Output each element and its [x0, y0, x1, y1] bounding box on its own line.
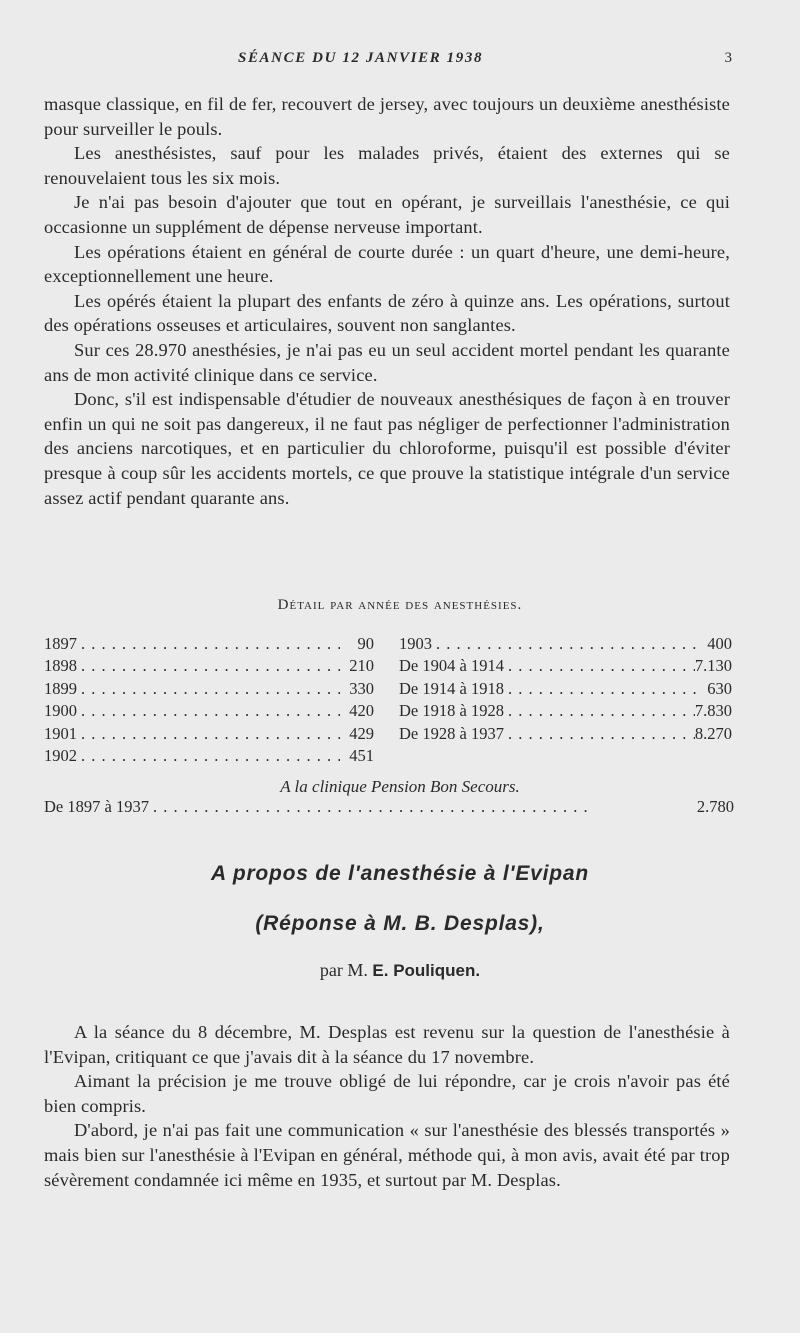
table-column-left [44, 633, 374, 767]
leader-dots [77, 723, 340, 745]
leader-dots [504, 723, 695, 745]
leader-dots [504, 678, 698, 700]
body-text [44, 92, 730, 510]
leader-dots [77, 633, 340, 655]
table-row [44, 700, 374, 722]
leader-dots [504, 700, 695, 722]
row-period: 1897 [44, 634, 77, 653]
leader-dots [77, 745, 340, 767]
clinic-period: De 1897 à 1937 [44, 797, 149, 816]
table-row [399, 700, 732, 722]
row-period: 1898 [44, 656, 77, 676]
row-period: 1903 [399, 634, 432, 653]
row-count: 90 [357, 634, 374, 653]
paragraph: masque classique, en fil de fer, recouvert de jersey, avec toujours un deuxième anesthésiste pour surveiller le pouls. [44, 94, 730, 139]
table-title: Détail par année des anesthésies. [277, 597, 523, 613]
clinic-count: 2.780 [696, 797, 734, 816]
row-period: 1899 [44, 678, 77, 698]
paragraph: D'abord, je n'ai pas fait une communication « sur l'anesthésie des blessés transportés » mais bien sur l'anesthésie à l'Evipan en général, méthode qui, à mon avis, avait été par trop sévèrement condamnée ici même en 1935, et surtout par M. Desplas. [44, 1120, 730, 1190]
page-number: 3 [724, 50, 732, 66]
article-title: A propos de l'anesthésie à l'Evipan [211, 862, 589, 885]
table-row [399, 723, 732, 745]
leader-dots [504, 655, 695, 677]
row-count: 330 [349, 678, 374, 698]
byline [0, 960, 800, 981]
table-column-right [399, 633, 732, 745]
row-period: De 1914 à 1918 [399, 678, 504, 698]
leader-dots [432, 633, 698, 655]
author-name: E. Pouliquen. [372, 961, 481, 980]
row-period: De 1928 à 1937 [399, 723, 504, 743]
leader-dots [77, 700, 340, 722]
paragraph: Donc, s'il est indispensable d'étudier de nouveaux anesthésiques de façon à en trouver enfin un qui ne soit pas dangereux, il ne faut pas négliger de perfectionner l'administration des anciens narcotiques, et en particulier du chloroforme, puisqu'il est possible d'éviter presque à coup sûr les accidents mortels, ce que prouve la statistique intégrale d'un service assez actif pendant quarante ans. [44, 389, 730, 508]
clinic-title: A la clinique Pension Bon Secours. [280, 777, 520, 796]
table-row [399, 678, 732, 700]
paragraph: Les opérés étaient la plupart des enfants de zéro à quinze ans. Les opérations, surtout des opérations osseuses et articulaires, souvent non sanglantes. [44, 290, 730, 336]
row-count: 210 [349, 656, 374, 676]
table-row [44, 723, 374, 745]
row-count: 429 [349, 723, 374, 743]
running-head [0, 50, 800, 70]
table-row [399, 655, 732, 677]
paragraph: Aimant la précision je me trouve obligé de lui répondre, car je crois n'avoir pas été bien compris. [44, 1071, 730, 1116]
paragraph: Sur ces 28.970 anesthésies, je n'ai pas eu un seul accident mortel pendant les quarante ans de mon activité clinique dans ce service. [44, 339, 730, 385]
table-row [44, 655, 374, 677]
row-count: 7.130 [694, 656, 732, 676]
paragraph: A la séance du 8 décembre, M. Desplas est revenu sur la question de l'anesthésie à l'Evipan, critiquant ce que j'avais dit à la séance du 17 novembre. [44, 1022, 730, 1067]
byline-prefix: par M. [319, 960, 368, 980]
paragraph: Les anesthésistes, sauf pour les malades privés, étaient des externes qui se renouvelaient tous les six mois. [44, 143, 730, 188]
row-count: 451 [349, 745, 374, 765]
leader-dots [77, 655, 340, 677]
row-period: 1901 [44, 723, 77, 743]
article-text [44, 1020, 730, 1192]
table-row [44, 678, 374, 700]
clinic-row [44, 796, 734, 818]
table-row [44, 745, 374, 767]
row-period: De 1904 à 1914 [399, 656, 504, 676]
table-row [44, 633, 374, 655]
leader-dots [149, 796, 697, 818]
article-subtitle: (Réponse à M. B. Desplas), [255, 912, 545, 935]
table-row [399, 633, 732, 655]
row-period: 1900 [44, 701, 77, 721]
running-title: SÉANCE DU 12 JANVIER 1938 [238, 50, 484, 66]
row-count: 630 [707, 678, 732, 698]
row-period: 1902 [44, 745, 77, 765]
row-count: 420 [349, 701, 374, 721]
row-period: De 1918 à 1928 [399, 701, 504, 721]
paragraph: Je n'ai pas besoin d'ajouter que tout en opérant, je surveillais l'anesthésie, ce qui occasionne un supplément de dépense nerveuse important. [44, 192, 730, 237]
row-count: 8.270 [694, 723, 732, 743]
paragraph: Les opérations étaient en général de courte durée : un quart d'heure, une demi-heure, exceptionnellement une heure. [44, 241, 730, 287]
row-count: 400 [707, 634, 732, 653]
leader-dots [77, 678, 340, 700]
row-count: 7.830 [694, 701, 732, 721]
